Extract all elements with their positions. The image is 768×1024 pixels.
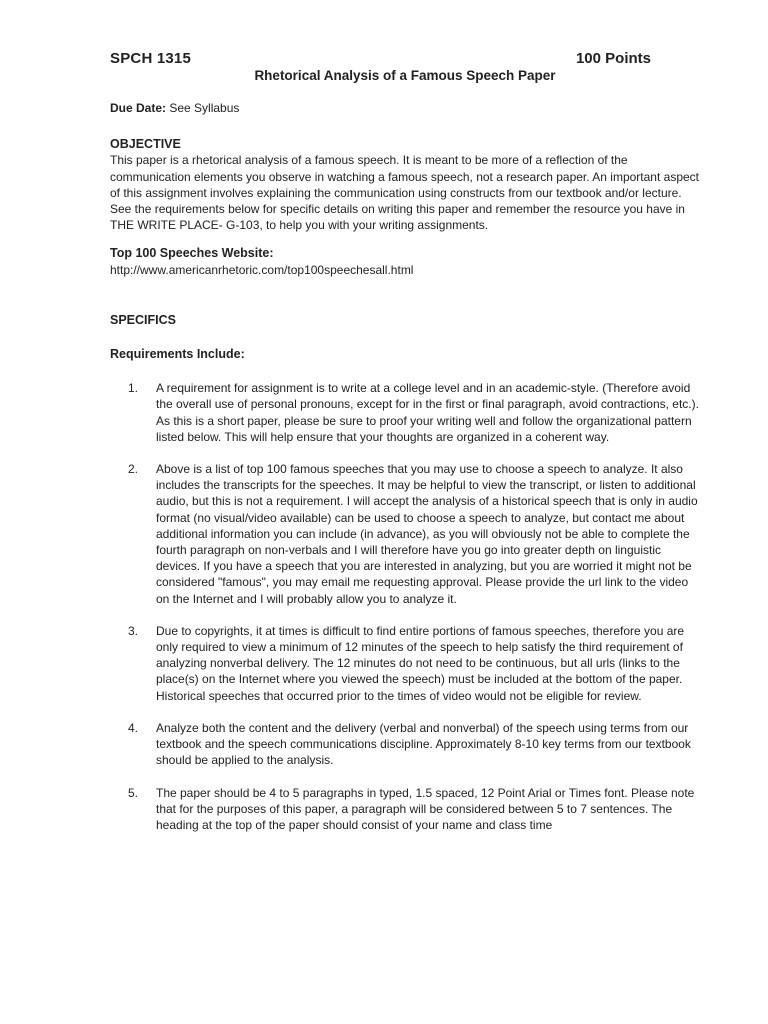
list-item-number: 5. <box>128 785 139 800</box>
list-item <box>110 720 704 769</box>
objective-text: This paper is a rhetorical analysis of a famous speech. It is meant to be more of a reflection of the communication elements you observe in watching a famous speech, not a research paper. An important aspect of this assignment involves explaining the communication using constructs from our textbook and/or lecture. See the requirements below for specific details on writing this paper and remember the resource you have in THE WRITE PLACE- G-103, to help you with your writing assignments. <box>110 153 699 233</box>
list-item-text: Analyze both the content and the delivery (verbal and nonverbal) of the speech using terms from our textbook and the speech communications discipline. Approximately 8-10 key terms from our textbook should be applied to the analysis. <box>156 720 691 768</box>
list-item-number: 3. <box>128 623 139 638</box>
due-date-label: Due Date: <box>110 101 167 115</box>
list-item-text: A requirement for assignment is to write at a college level and in an academic-style. (Therefore avoid the overall use of personal pronouns, except for in the first or final paragraph, avoid contractions, etc.). As this is a short paper, please be sure to proof your writing well and follow the organizational pattern listed below. This will help ensure that your thoughts are organized in a coherent way. <box>156 381 699 444</box>
objective-heading: OBJECTIVE <box>110 137 181 152</box>
due-date-line <box>110 100 704 116</box>
list-item-text: The paper should be 4 to 5 paragraphs in typed, 1.5 spaced, 12 Point Arial or Times font. Please note that for the purposes of this paper, a paragraph will be considered between 5 to 7 sentences. The heading at the top of the paper should consist of your name and class time <box>156 785 695 832</box>
speeches-website-url: http://www.americanrhetoric.com/top100speechesall.html <box>110 262 414 277</box>
requirements-section <box>110 346 704 833</box>
points-total: 100 Points <box>575 50 651 67</box>
list-item-number: 1. <box>128 381 139 396</box>
list-item-text: Above is a list of top 100 famous speeches that you may use to choose a speech to analyze. It also includes the transcripts for the speeches. It may be helpful to view the transcript, or listen to additional audio, but this is not a requirement. I will accept the analysis of a historical speech that is only in audio format (no visual/video available) can be used to choose a speech to analyze, but contact me about additional information you can include (in advance), as you will obviously not be able to complete the fourth paragraph on non-verbals and I will therefore have you go into greater depth on linguistic devices. If you have a speech that you are interested in analyzing, but you are worried it might not be considered "famous", you may email me requesting approval. Please provide the url link to the video on the Internet and I will probably allow you to analyze it. <box>156 462 698 606</box>
list-item <box>110 785 704 834</box>
list-item-number: 4. <box>128 720 139 735</box>
speeches-website-section <box>110 245 704 277</box>
list-item-text: Due to copyrights, it at times is difficult to find entire portions of famous speeches, therefore you are only required to view a minimum of 12 minutes of the speech to help satisfy the third requirement of analyzing nonverbal delivery. The 12 minutes do not need to be continuous, but all urls (links to the place(s) on the Internet where you viewed the speech) must be included at the bottom of the paper. Historical speeches that occurred prior to the times of video would not be eligible for review. <box>156 623 685 703</box>
specifics-section <box>110 312 704 328</box>
document-body <box>110 100 704 849</box>
due-date-value: See Syllabus <box>169 101 240 115</box>
requirements-list <box>110 380 704 833</box>
list-item <box>110 623 704 704</box>
list-item-number: 2. <box>128 462 139 477</box>
list-item <box>110 461 704 607</box>
speeches-website-heading: Top 100 Speeches Website: <box>110 246 274 261</box>
list-item <box>110 380 704 445</box>
course-code: SPCH 1315 <box>110 50 192 67</box>
objective-section <box>110 136 704 233</box>
requirements-heading: Requirements Include: <box>110 347 245 362</box>
document-title: Rhetorical Analysis of a Famous Speech Paper <box>254 68 556 83</box>
specifics-heading: SPECIFICS <box>110 312 176 327</box>
